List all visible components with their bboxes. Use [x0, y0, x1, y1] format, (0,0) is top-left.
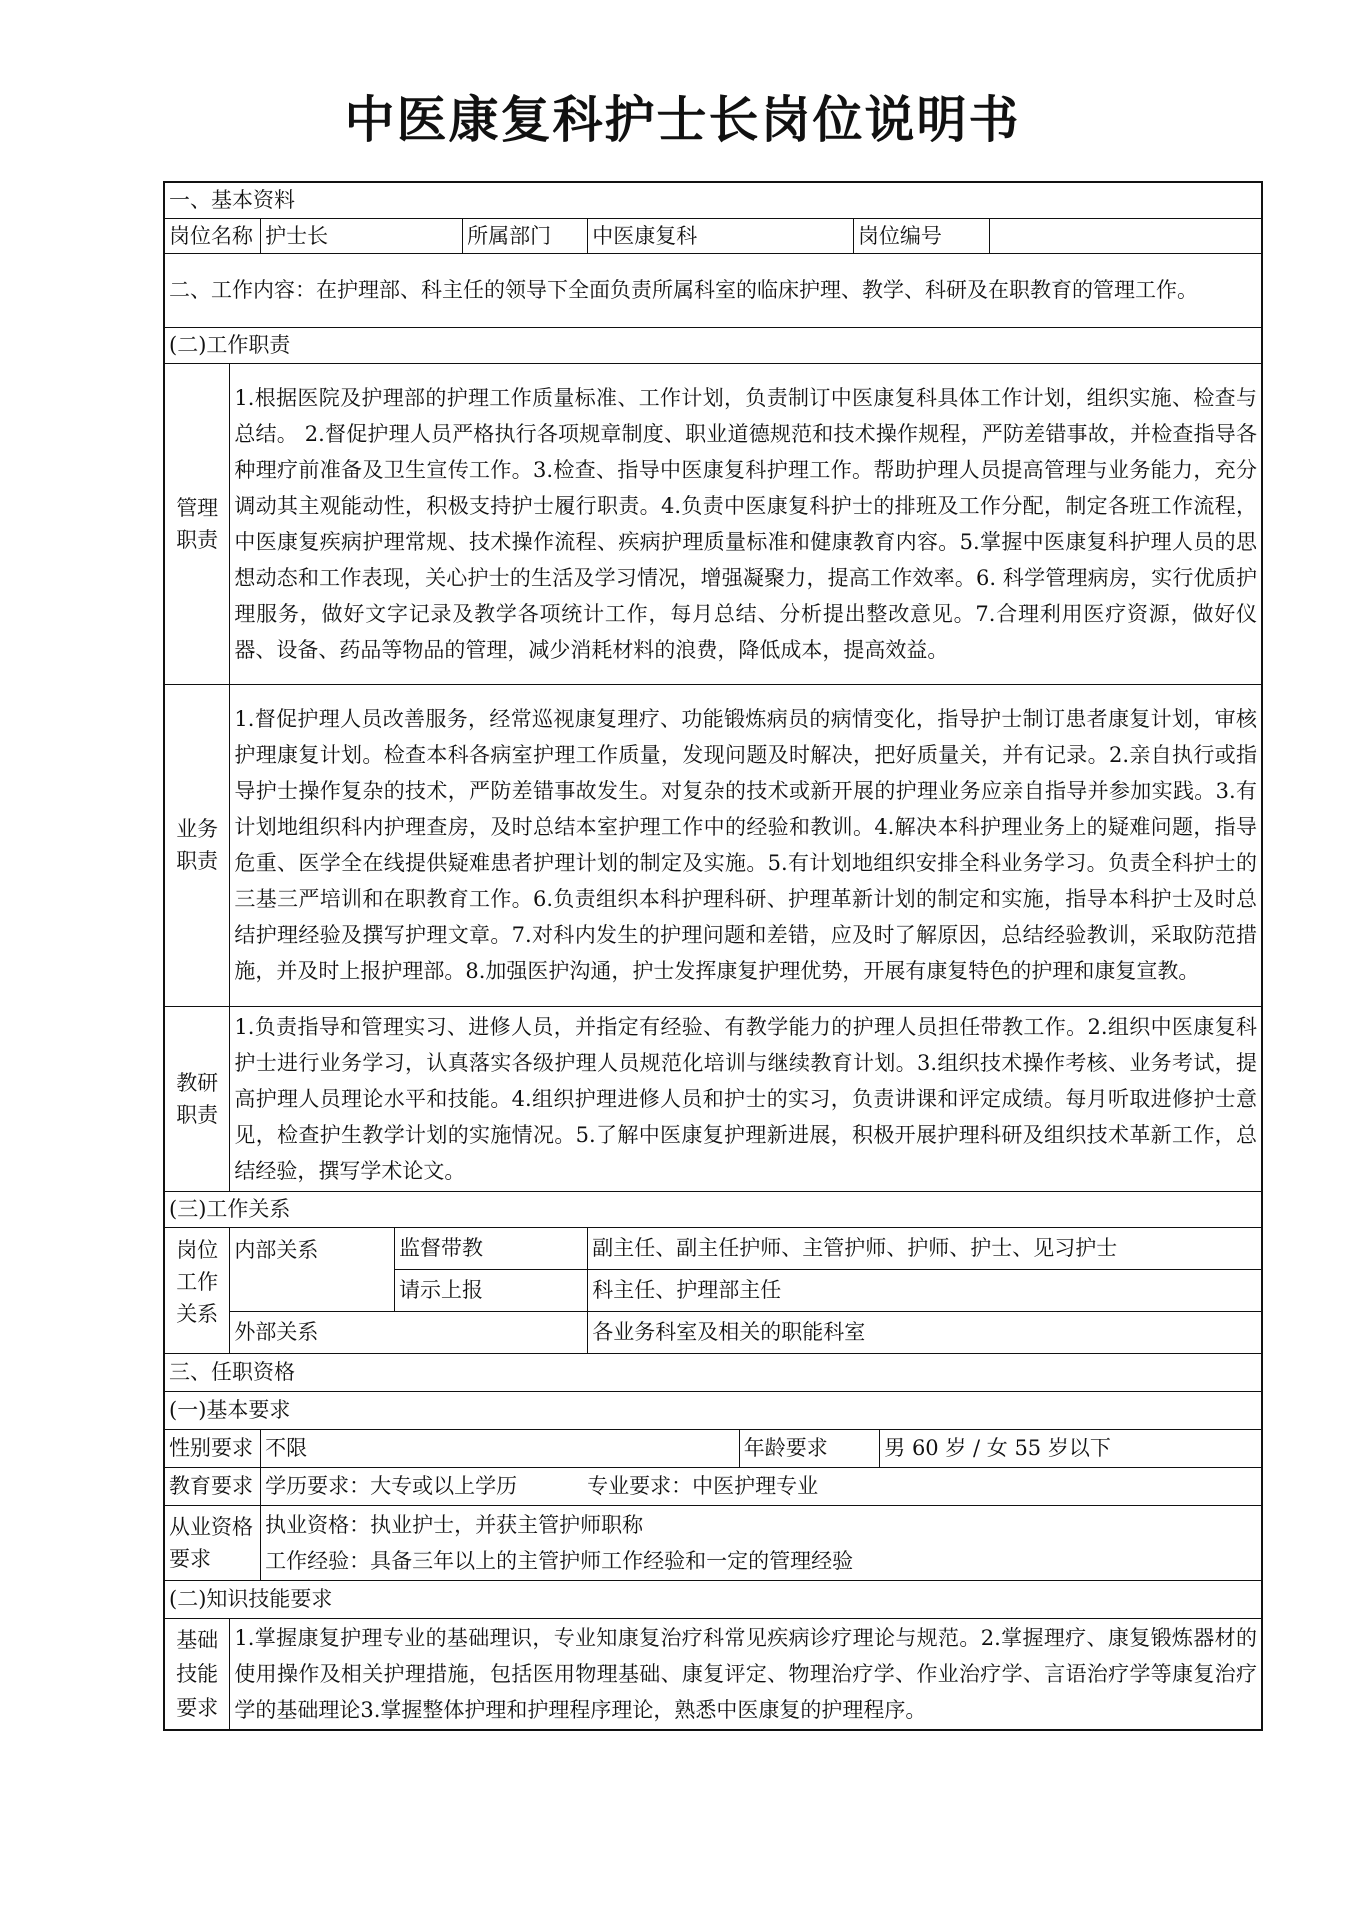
- report-value: 科主任、护理部主任: [588, 1269, 1262, 1311]
- work-content-row: [164, 253, 1262, 327]
- teaching-duty-row: [164, 1006, 1262, 1191]
- supervise-label: 监督带教: [395, 1227, 588, 1269]
- qualification-heading: 三、任职资格: [164, 1353, 1262, 1391]
- post-info-row: [164, 218, 1262, 253]
- external-relation-value: 各业务科室及相关的职能科室: [588, 1311, 1262, 1353]
- age-label: 年龄要求: [739, 1429, 880, 1467]
- gender-value: 不限: [261, 1429, 740, 1467]
- skills-heading: (二)知识技能要求: [164, 1580, 1262, 1618]
- post-code-label: 岗位编号: [853, 218, 989, 253]
- duties-heading: (二)工作职责: [164, 327, 1262, 363]
- practice-experience: 工作经验：具备三年以上的主管护师工作经验和一定的管理经验: [265, 1548, 854, 1573]
- teaching-duty-text: 1.负责指导和管理实习、进修人员，并指定有经验、有教学能力的护理人员担任带教工作。2.组织中医康复科护士进行业务学习，认真落实各级护理人员规范化培训与继续教育计划。3.组织技术操作考核、业务考试，提高护理人员理论水平和技能。4.组织护理进修人员和护士的实习，负责讲课和评定成绩。每月听取进修护士意见，检查护生教学计划的实施情况。5.了解中医康复护理新进展，积极开展护理科研及组织技术革新工作，总结经验，撰写学术论文。: [230, 1006, 1262, 1191]
- dept-value: 中医康复科: [588, 218, 854, 253]
- basic-skill-text: 1.掌握康复护理专业的基础理识，专业知康复治疗科常见疾病诊疗理论与规范。2.掌握理疗、康复锻炼器材的使用操作及相关护理措施，包括医用物理基础、康复评定、物理治疗学、作业治疗学、言语治疗学等康复治疗学的基础理论3.掌握整体护理和护理程序理论，熟悉中医康复的护理程序。: [230, 1618, 1262, 1730]
- basic-info-heading: 一、基本资料: [164, 182, 1262, 218]
- work-content-text: 二、工作内容：在护理部、科主任的领导下全面负责所属科室的临床护理、教学、科研及在职教育的管理工作。: [164, 253, 1262, 327]
- duties-heading-row: [164, 327, 1262, 363]
- gender-label: 性别要求: [164, 1429, 261, 1467]
- skills-heading-row: [164, 1580, 1262, 1618]
- qualification-heading-row: [164, 1353, 1262, 1391]
- education-degree: 学历要求：大专或以上学历: [265, 1474, 518, 1498]
- gender-age-row: [164, 1429, 1262, 1467]
- practice-values: [261, 1505, 1262, 1580]
- internal-relation-label: 内部关系: [230, 1227, 395, 1311]
- relations-heading: (三)工作关系: [164, 1191, 1262, 1227]
- education-values: [261, 1467, 1262, 1505]
- practice-row: [164, 1505, 1262, 1580]
- page-title: 中医康复科护士长岗位说明书: [344, 91, 1021, 149]
- post-name-value: 护士长: [261, 218, 463, 253]
- business-duty-label: 业务职责: [164, 684, 230, 1006]
- relations-heading-row: [164, 1191, 1262, 1227]
- practice-label: 从业资格要求: [164, 1505, 261, 1580]
- basic-info-row: [164, 182, 1262, 218]
- age-value: 男 60 岁 / 女 55 岁以下: [880, 1429, 1262, 1467]
- supervise-value: 副主任、副主任护师、主管护师、护师、护士、见习护士: [588, 1227, 1262, 1269]
- post-code-value: [990, 218, 1262, 253]
- practice-certificate: 执业资格：执业护士，并获主管护师职称: [265, 1512, 644, 1537]
- post-relation-label: 岗位工作关系: [164, 1227, 230, 1353]
- management-duty-text: 1.根据医院及护理部的护理工作质量标准、工作计划，负责制订中医康复科具体工作计划，组织实施、检查与总结。 2.督促护理人员严格执行各项规章制度、职业道德规范和技术操作规程，严防差错事故，并检查指导各种理疗前准备及卫生宣传工作。3.检查、指导中医康复科护理工作。帮助护理人员提高管理与业务能力，充分调动其主观能动性，积极支持护士履行职责。4.负责中医康复科护士的排班及工作分配，制定各班工作流程，中医康复疾病护理常规、技术操作流程、疾病护理质量标准和健康教育内容。5.掌握中医康复科护理人员的思想动态和工作表现，关心护士的生活及学习情况，增强凝聚力，提高工作效率。6. 科学管理病房，实行优质护理服务，做好文字记录及教学各项统计工作，每月总结、分析提出整改意见。7.合理利用医疗资源，做好仪器、设备、药品等物品的管理，减少消耗材料的浪费，降低成本，提高效益。: [230, 363, 1262, 684]
- relation-external-row: [164, 1311, 1262, 1353]
- external-relation-label: 外部关系: [230, 1311, 588, 1353]
- basic-req-heading-row: [164, 1391, 1262, 1429]
- post-name-label: 岗位名称: [164, 218, 261, 253]
- job-description-table: [163, 181, 1263, 1731]
- education-label: 教育要求: [164, 1467, 261, 1505]
- basic-skill-label: 基础技能要求: [164, 1618, 230, 1730]
- teaching-duty-label: 教研职责: [164, 1006, 230, 1191]
- business-duty-text: 1.督促护理人员改善服务，经常巡视康复理疗、功能锻炼病员的病情变化，指导护士制订患者康复计划，审核护理康复计划。检查本科各病室护理工作质量，发现问题及时解决，把好质量关，并有记录。2.亲自执行或指导护士操作复杂的技术，严防差错事故发生。对复杂的技术或新开展的护理业务应亲自指导并参加实践。3.有计划地组织科内护理查房，及时总结本室护理工作中的经验和教训。4.解决本科护理业务上的疑难问题，指导危重、医学全在线提供疑难患者护理计划的制定及实施。5.有计划地组织安排全科业务学习。负责全科护士的三基三严培训和在职教育工作。6.负责组织本科护理科研、护理革新计划的制定和实施，指导本科护士及时总结护理经验及撰写护理文章。7.对科内发生的护理问题和差错，应及时了解原因，总结经验教训，采取防范措施，并及时上报护理部。8.加强医护沟通，护士发挥康复护理优势，开展有康复特色的护理和康复宣教。: [230, 684, 1262, 1006]
- report-label: 请示上报: [395, 1269, 588, 1311]
- relation-supervise-row: [164, 1227, 1262, 1269]
- management-duty-label: 管理职责: [164, 363, 230, 684]
- education-major: 专业要求：中医护理专业: [587, 1474, 819, 1498]
- dept-label: 所属部门: [463, 218, 588, 253]
- management-duty-row: [164, 363, 1262, 684]
- business-duty-row: [164, 684, 1262, 1006]
- education-row: [164, 1467, 1262, 1505]
- basic-skill-row: [164, 1618, 1262, 1730]
- basic-req-heading: (一)基本要求: [164, 1391, 1262, 1429]
